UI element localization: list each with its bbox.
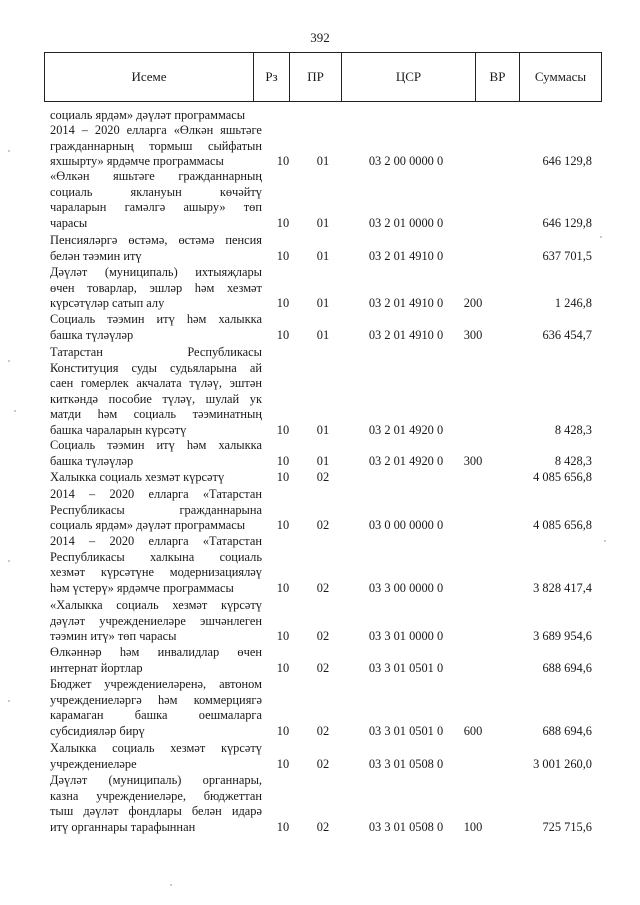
row-name-word: һәм	[97, 407, 118, 422]
row-name	[50, 108, 262, 124]
row-name-word: киткәндә	[50, 391, 99, 406]
row-name-word: күрсәтүне	[100, 565, 154, 580]
row-name-word: ай	[249, 360, 262, 375]
row-name-word: матди	[50, 407, 82, 422]
row-name-word: хезмәт	[170, 741, 206, 755]
row-name-word: эштән	[229, 376, 262, 391]
row-name-word: (муниципаль)	[108, 773, 182, 787]
row-name-word: гражданнарның	[178, 169, 262, 183]
row-name-word: суды	[131, 360, 157, 375]
row-name-word: эшчәнлеген	[200, 613, 262, 628]
row-name-line	[50, 741, 262, 757]
row-name-word: ихтыяҗлары	[195, 265, 262, 279]
row-name	[50, 598, 262, 645]
row-sum: 688 694,6	[542, 660, 592, 675]
row-name-line: белән тәэмин итү	[50, 248, 142, 263]
row-name-word: яшьтәге	[113, 169, 155, 183]
row-name-line	[50, 773, 262, 789]
row-name-line: тәэмин итү» төп чарасы	[50, 629, 177, 644]
row-name-word: көчәйтү	[219, 184, 262, 199]
row-name-word: Социаль	[50, 438, 96, 452]
row-name-word: елларга	[148, 487, 189, 501]
row-csr: 03 3 00 0000 0	[368, 580, 444, 595]
row-name-word: эшләр	[149, 280, 183, 295]
row-name-word: Дәүләт	[50, 773, 88, 787]
row-name-word: Халыкка	[50, 741, 97, 755]
row-sum: 646 129,8	[542, 215, 592, 230]
row-name-word: инвалидлар	[157, 645, 220, 659]
row-name-word: 2020	[94, 123, 120, 137]
row-name-line	[50, 550, 262, 566]
row-vr: 600	[463, 723, 483, 738]
row-name-word: социаль	[50, 184, 93, 199]
row-name-word: күрсәтү	[220, 598, 262, 612]
row-name-word: итү	[156, 438, 175, 452]
row-csr: 03 2 01 4910 0	[368, 296, 444, 311]
row-name-word: Дәүләт	[50, 265, 88, 279]
row-name-word: фондлары	[128, 804, 182, 819]
row-vr: 300	[463, 453, 483, 468]
scan-speck	[8, 360, 10, 362]
row-name-word: хезмәт	[172, 598, 208, 612]
row-name-word: Бюджет	[50, 677, 92, 691]
row-name-line	[50, 677, 262, 693]
row-name-line	[50, 534, 262, 550]
row-sum: 4 085 656,8	[533, 470, 592, 484]
row-name-line	[50, 645, 262, 661]
row-name-word: Татарстан	[50, 345, 103, 359]
header-csr: ЦСР	[341, 53, 475, 101]
row-name-word: тормыш	[149, 138, 193, 153]
row-csr: 03 3 01 0501 0	[368, 723, 444, 738]
row-name-line	[50, 598, 262, 614]
row-name-line	[50, 708, 262, 724]
row-name-word: 2014	[50, 534, 75, 548]
row-csr: 03 3 01 0501 0	[368, 660, 444, 675]
row-sum: 3 689 954,6	[533, 629, 592, 644]
row-rz: 10	[276, 819, 290, 834]
row-name-line	[50, 139, 262, 155]
row-name-word: Республикасы	[50, 549, 125, 564]
row-name-line	[50, 265, 262, 281]
row-name-word: тыш	[50, 804, 74, 819]
row-name-word: 2014	[50, 123, 75, 137]
row-pr: 01	[316, 453, 330, 468]
row-name-word: халыкка	[218, 312, 262, 326]
row-name-line	[50, 345, 262, 361]
row-name-word: чараларын	[50, 200, 107, 215]
row-name-line: һәм үстерү» ярдәмче программасы	[50, 580, 234, 595]
row-csr: 03 2 01 0000 0	[368, 215, 444, 230]
row-name-line: учреждениеләре	[50, 756, 137, 771]
row-name-word: бюджеттан	[203, 788, 262, 803]
row-name-word: –	[89, 534, 96, 548]
row-name-word: Республикасы	[50, 502, 125, 517]
row-name-line	[50, 169, 262, 185]
row-name-word: тәэмин	[107, 438, 145, 452]
row-rz: 10	[276, 327, 290, 342]
row-name-line: социаль ярдәм» дәүләт программасы	[50, 108, 246, 122]
row-pr: 02	[316, 629, 330, 644]
row-pr: 01	[316, 296, 330, 311]
row-sum: 3 001 260,0	[533, 756, 592, 771]
row-name-word: хезмәт	[50, 565, 86, 580]
row-name-line	[50, 804, 262, 820]
row-sum: 725 715,6	[542, 819, 592, 834]
row-name-word: өчен	[237, 645, 262, 659]
row-rz: 10	[276, 470, 290, 484]
row-csr: 03 3 01 0508 0	[368, 756, 444, 771]
row-name-word: социаль	[116, 598, 159, 612]
row-name	[50, 438, 262, 469]
row-name	[50, 265, 262, 312]
row-name-line: Халыкка социаль хезмәт күрсәтү	[50, 470, 225, 484]
row-name-word: 2020	[109, 534, 135, 548]
row-name-word: өчен	[50, 280, 75, 295]
row-name-word: һәм	[119, 645, 140, 659]
row-name-word: социаль	[133, 407, 177, 422]
row-pr: 01	[316, 327, 330, 342]
row-name-word: яшьтәге	[220, 123, 262, 137]
row-name	[50, 773, 262, 835]
row-sum: 688 694,6	[542, 723, 592, 738]
row-rz: 10	[276, 215, 290, 230]
scan-speck	[170, 884, 172, 886]
header-name: Исеме	[131, 69, 167, 84]
row-sum: 646 129,8	[542, 154, 592, 169]
row-pr: 02	[316, 723, 330, 738]
row-name-word: гражданнарына	[179, 502, 262, 517]
row-csr: 03 2 01 4910 0	[368, 327, 444, 342]
row-name-word: Социаль	[50, 312, 96, 326]
row-sum: 636 454,7	[542, 327, 592, 342]
row-rz: 10	[276, 453, 290, 468]
row-name-word: учреждениеләре,	[96, 788, 186, 803]
row-name-line: итү органнары тарафыннан	[50, 819, 196, 834]
row-name-line: башка чараларын күрсәтү	[50, 422, 187, 437]
row-pr: 02	[316, 518, 330, 533]
row-csr: 03 2 00 0000 0	[368, 154, 444, 169]
row-sum: 8 428,3	[554, 423, 592, 437]
row-name-word: башка	[134, 708, 168, 723]
row-name-word: түләү,	[189, 376, 222, 391]
scan-speck	[8, 150, 10, 152]
row-pr: 02	[316, 756, 330, 771]
row-pr: 02	[316, 819, 330, 834]
row-name-word: елларга	[148, 534, 189, 548]
row-name-word: «Өлкән	[173, 123, 214, 137]
row-name-line: башка түләүләр	[50, 453, 134, 468]
row-name-line: социаль ярдәм» дәүләт программасы	[50, 518, 246, 533]
row-name-word: органнары,	[202, 773, 262, 787]
row-name-word: 2014	[50, 487, 75, 501]
row-name-word: гамәлгә	[124, 200, 166, 215]
row-name-word: учреждениеләре	[99, 613, 186, 628]
row-name-line: башка түләүләр	[50, 327, 134, 342]
row-pr: 01	[316, 154, 330, 169]
header-rz: Рз	[253, 53, 289, 101]
row-name-word: казна	[50, 788, 79, 803]
row-name-word: тәэмин	[107, 312, 145, 326]
row-name-word: өстәмә	[178, 233, 215, 247]
row-pr: 02	[316, 470, 330, 484]
row-rz: 10	[276, 660, 290, 675]
row-sum: 8 428,3	[554, 453, 592, 468]
header-pr: ПР	[289, 53, 341, 101]
row-name-line	[50, 123, 262, 139]
row-name-word: дәүләт	[50, 613, 86, 628]
row-name-word: һәм	[194, 280, 215, 295]
row-name-word: сыйфатын	[207, 138, 262, 153]
row-pr: 02	[316, 580, 330, 595]
row-name-word: итү	[156, 312, 175, 326]
row-name-word: –	[89, 487, 96, 501]
row-name-word: һәм	[186, 438, 207, 452]
page-number: 392	[310, 30, 330, 45]
row-name	[50, 470, 262, 486]
row-name-line	[50, 487, 262, 503]
row-sum: 3 828 417,4	[533, 580, 592, 595]
row-csr: 03 2 01 4920 0	[368, 453, 444, 468]
row-sum: 1 246,8	[554, 296, 592, 311]
row-name	[50, 534, 262, 596]
row-name-line: интернат йортлар	[50, 660, 143, 675]
row-rz: 10	[276, 518, 290, 533]
scan-speck	[8, 700, 10, 702]
row-name-line	[50, 376, 262, 392]
row-name	[50, 741, 262, 772]
row-name-word: пенсия	[225, 233, 262, 247]
row-pr: 01	[316, 248, 330, 263]
row-rz: 10	[276, 756, 290, 771]
row-name-word: белән	[191, 804, 222, 819]
row-name-line	[50, 312, 262, 328]
row-vr: 200	[463, 296, 483, 311]
row-name-word: гомерлек	[80, 376, 129, 391]
row-name-word: (муниципаль)	[104, 265, 178, 279]
row-name-word: хезмәт	[226, 280, 262, 295]
row-pr: 02	[316, 660, 330, 675]
row-name	[50, 169, 262, 231]
row-csr: 03 2 01 4920 0	[368, 423, 444, 437]
row-rz: 10	[276, 423, 290, 437]
row-csr: 03 3 01 0000 0	[368, 629, 444, 644]
row-name-line: яхшырту» ярдәмче программасы	[50, 154, 224, 169]
row-name-word: социаль	[112, 741, 155, 755]
row-name-line	[50, 614, 262, 630]
row-name-word: пособие	[108, 391, 152, 406]
row-name-word: учреждениеләренә,	[104, 677, 207, 691]
row-name-word: һәм	[157, 692, 178, 707]
row-name-word: карамаган	[50, 708, 104, 723]
row-rz: 10	[276, 296, 290, 311]
row-name-line	[50, 233, 262, 249]
row-name-line	[50, 693, 262, 709]
row-name-word: һәм	[186, 312, 207, 326]
row-rz: 10	[276, 154, 290, 169]
row-sum: 637 701,5	[542, 248, 592, 263]
row-vr: 300	[463, 327, 483, 342]
row-name-line	[50, 438, 262, 454]
row-rz: 10	[276, 723, 290, 738]
row-name-line	[50, 361, 262, 377]
row-name-line	[50, 281, 262, 297]
row-name-word: 2020	[109, 487, 135, 501]
row-name-word: социаль	[219, 549, 262, 564]
row-name-line	[50, 185, 262, 201]
row-rz: 10	[276, 580, 290, 595]
row-name-word: саен	[50, 376, 74, 391]
header-sum: Суммасы	[519, 53, 601, 101]
row-name-line: субсидияләр бирү	[50, 723, 145, 738]
row-name-line	[50, 392, 262, 408]
row-name-word: идарә	[231, 804, 262, 819]
row-name-word: Пенсияләргә	[50, 233, 118, 247]
row-name-word: учреждениеләргә	[50, 692, 142, 707]
row-name-word: Республикасы	[187, 345, 262, 359]
row-name-line	[50, 200, 262, 216]
row-name-word: яклануын	[130, 184, 182, 199]
row-rz: 10	[276, 629, 290, 644]
row-name	[50, 645, 262, 676]
row-name-line	[50, 565, 262, 581]
scan-speck	[8, 560, 10, 562]
row-vr: 100	[463, 819, 483, 834]
row-name-word: модернизацияләү	[169, 565, 262, 580]
header-vr: ВР	[475, 53, 519, 101]
row-name-word: «Халыкка	[50, 598, 103, 612]
scan-speck	[604, 540, 606, 542]
row-csr: 03 3 01 0508 0	[368, 819, 444, 834]
row-name-line	[50, 789, 262, 805]
row-name-word: күрсәтү	[220, 741, 262, 755]
row-name-word: халыкка	[218, 438, 262, 452]
row-name-line: чарасы	[50, 215, 88, 230]
row-name-word: гражданнарның	[50, 138, 134, 153]
row-name-word: Конституция	[50, 360, 119, 375]
row-name-word: автоном	[219, 677, 262, 691]
row-name-word: халкына	[149, 549, 195, 564]
row-name-word: өстәмә,	[128, 233, 168, 247]
row-name	[50, 345, 262, 439]
row-name	[50, 677, 262, 739]
row-name-word: товарлар,	[87, 280, 137, 295]
scan-speck	[14, 410, 16, 412]
row-name-word: «Өлкән	[50, 169, 90, 183]
row-name-word: ашыру»	[183, 200, 226, 215]
row-name-word: шулай	[205, 391, 240, 406]
row-name-word: ук	[249, 391, 262, 406]
row-name	[50, 312, 262, 343]
row-name-line	[50, 407, 262, 423]
row-name-line: күрсәтүләр сатып алу	[50, 296, 165, 311]
row-sum: 4 085 656,8	[533, 518, 592, 533]
row-name-word: «Татарстан	[202, 487, 262, 501]
row-name-word: коммерциягә	[193, 692, 262, 707]
row-name	[50, 233, 262, 264]
row-name-word: оешмаларга	[198, 708, 262, 723]
row-name-word: судьяларына	[170, 360, 237, 375]
scan-speck	[600, 236, 602, 238]
row-name	[50, 123, 262, 170]
row-name-word: –	[81, 123, 88, 137]
row-name-word: түләү,	[162, 391, 196, 406]
row-name-word: елларга	[126, 123, 167, 137]
row-csr: 03 0 00 0000 0	[368, 518, 444, 533]
row-name-word: акчалата	[136, 376, 182, 391]
row-name-line	[50, 503, 262, 519]
row-name-word: дәүләт	[83, 804, 119, 819]
row-csr: 03 2 01 4910 0	[368, 248, 444, 263]
row-name-word: «Татарстан	[202, 534, 262, 548]
row-name-word: Өлкәннәр	[50, 645, 102, 659]
row-pr: 01	[316, 215, 330, 230]
row-name-word: тәэминатның	[192, 407, 262, 422]
row-pr: 01	[316, 423, 330, 437]
row-name	[50, 487, 262, 534]
row-name-word: төп	[243, 200, 262, 215]
row-rz: 10	[276, 248, 290, 263]
